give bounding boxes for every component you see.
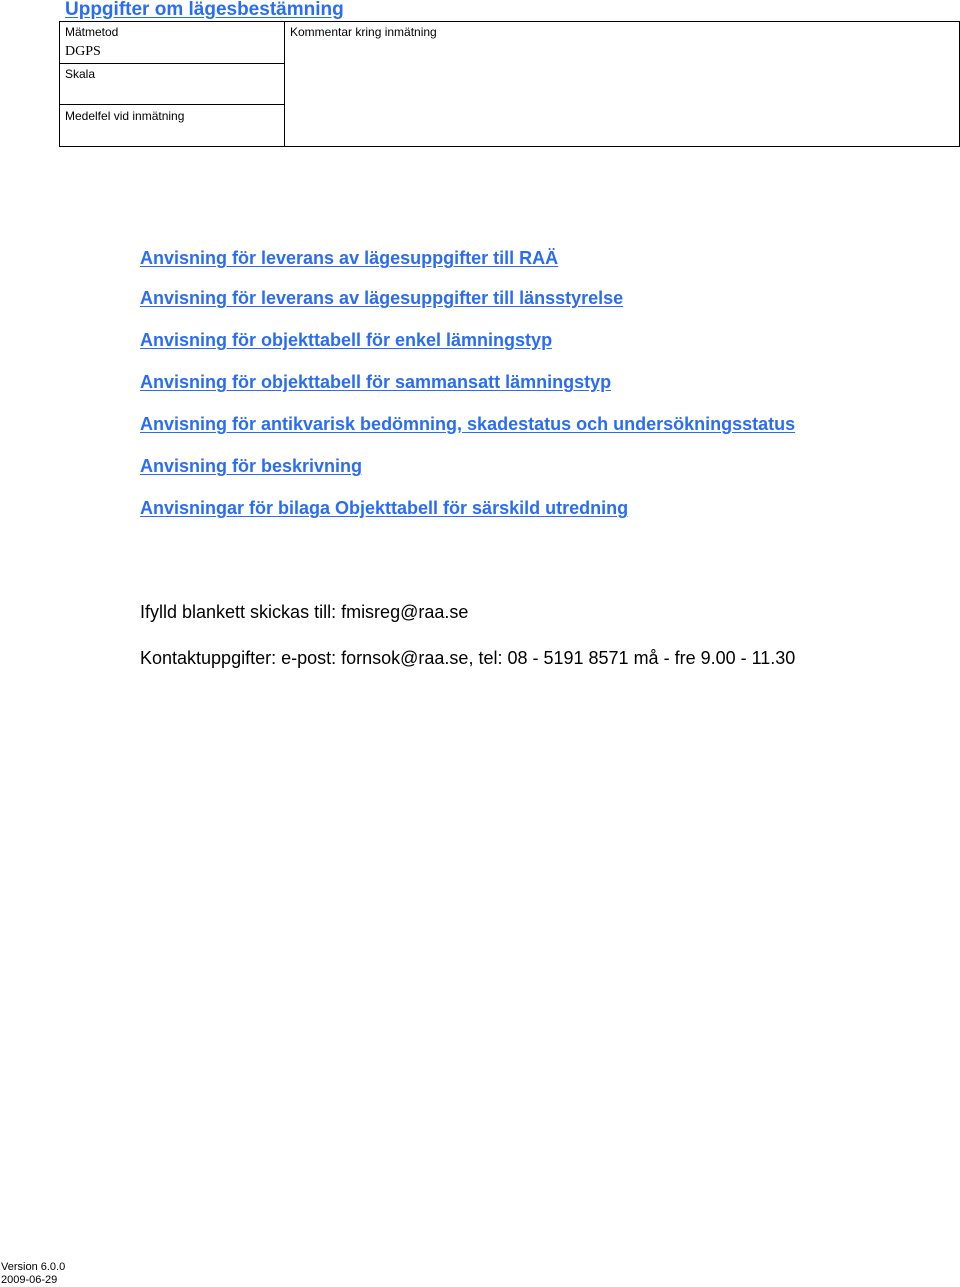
link-beskrivning[interactable]: Anvisning för beskrivning (140, 456, 363, 476)
link-leverans-lansstyrelse[interactable]: Anvisning för leverans av lägesuppgifter till länsstyrelse (140, 288, 624, 308)
position-form-table (59, 21, 960, 147)
skala-cell[interactable] (60, 63, 285, 105)
link-enkel-lamningstyp[interactable]: Anvisning för objekttabell för enkel lämningstyp (140, 330, 553, 350)
matmetod-label: Mätmetod (65, 25, 119, 39)
medelfel-label: Medelfel vid inmätning (65, 109, 185, 123)
date-label: 2009-06-29 (1, 1274, 58, 1286)
matmetod-cell[interactable] (60, 22, 285, 64)
contact-info: Kontaktuppgifter: e-post: fornsok@raa.se, tel: 08 - 5191 8571 må - fre 9.00 - 11.30 (140, 648, 796, 668)
skala-label: Skala (65, 67, 96, 81)
link-sammansatt-lamningstyp[interactable]: Anvisning för objekttabell för sammansatt lämningstyp (140, 372, 612, 392)
kommentar-label: Kommentar kring inmätning (290, 25, 437, 39)
medelfel-cell[interactable] (60, 104, 285, 146)
link-antikvarisk-bedomning[interactable]: Anvisning för antikvarisk bedömning, skadestatus och undersökningsstatus (140, 414, 796, 434)
section-heading: Uppgifter om lägesbestämning (65, 0, 344, 20)
link-leverans-raa[interactable]: Anvisning för leverans av lägesuppgifter till RAÄ (140, 248, 559, 268)
submit-instruction: Ifylld blankett skickas till: fmisreg@raa.se (140, 602, 469, 622)
version-label: Version 6.0.0 (1, 1261, 66, 1273)
kommentar-cell[interactable] (285, 22, 959, 146)
link-bilaga-objekttabell[interactable]: Anvisningar för bilaga Objekttabell för särskild utredning (140, 498, 629, 518)
matmetod-value[interactable]: DGPS (65, 44, 101, 59)
